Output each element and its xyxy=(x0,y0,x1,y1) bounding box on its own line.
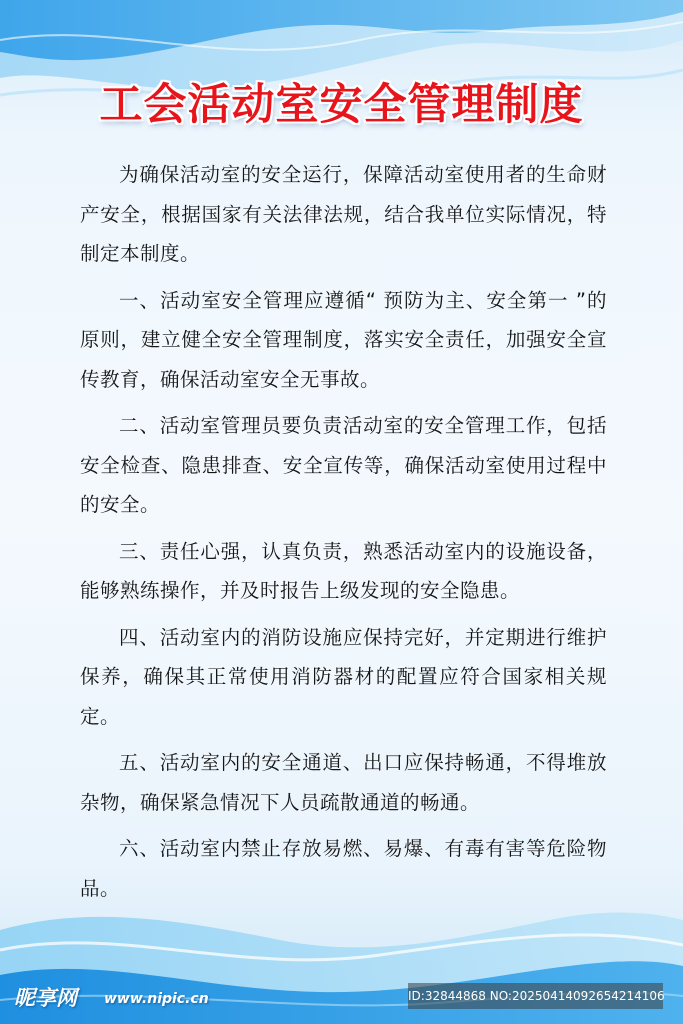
regulation-body xyxy=(80,155,607,915)
watermark-id: ID:32844868 NO:20250414092654214106 xyxy=(408,983,663,1009)
rule-4-paragraph: 四、活动室内的消防设施应保持完好，并定期进行维护保养，确保其正常使用消防器材的配置应符合国家相关规定。 xyxy=(80,625,607,728)
rule-6-paragraph: 六、活动室内禁止存放易燃、易爆、有毒有害等危险物品。 xyxy=(80,837,607,900)
rule-2-paragraph: 二、活动室管理员要负责活动室的安全管理工作，包括安全检查、隐患排查、安全宣传等，确保活动室使用过程中的安全。 xyxy=(80,414,607,516)
rule-1-paragraph: 一、活动室安全管理应遵循“ 预防为主、安全第一 ”的原则，建立健全安全管理制度，落实安全责任，加强安全宣传教育，确保活动室安全无事故。 xyxy=(80,288,607,391)
rule-5-paragraph: 五、活动室内的安全通道、出口应保持畅通，不得堆放杂物，确保紧急情况下人员疏散通道的畅通。 xyxy=(80,751,607,814)
intro-paragraph: 为确保活动室的安全运行，保障活动室使用者的生命财产安全，根据国家有关法律法规，结合我单位实际情况，特制定本制度。 xyxy=(80,163,607,265)
watermark-url: www.nipic.cn xyxy=(104,991,209,1007)
page-title: 工会活动室安全管理制度 xyxy=(99,80,584,130)
rule-3-paragraph: 三、责任心强，认真负责，熟悉活动室内的设施设备，能够熟练操作，并及时报告上级发现的安全隐患。 xyxy=(80,539,607,602)
watermark-logo: 昵享网 xyxy=(14,986,77,1010)
